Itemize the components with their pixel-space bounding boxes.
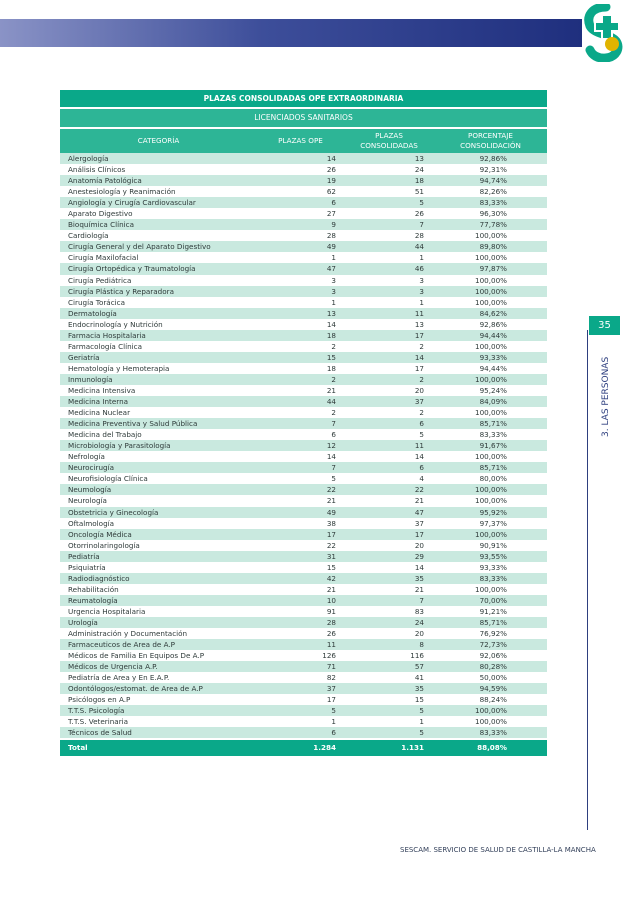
cell-plazas-ope: 2 xyxy=(331,341,336,351)
cell-porcentaje: 92,06% xyxy=(479,651,507,661)
cell-plazas-ope: 14 xyxy=(326,154,336,163)
cell-categoria: Farmacología Clínica xyxy=(68,341,143,351)
cell-porcentaje: 85,71% xyxy=(479,617,507,627)
cell-plazas-consolidadas: 2 xyxy=(419,374,424,384)
cell-plazas-consolidadas: 41 xyxy=(414,673,424,683)
table-row xyxy=(60,418,547,429)
cell-plazas-consolidadas: 1 xyxy=(419,717,424,727)
cell-plazas-consolidadas: 35 xyxy=(414,684,424,694)
cell-porcentaje: 85,71% xyxy=(479,463,507,473)
cell-plazas-consolidadas: 35 xyxy=(414,573,424,583)
cell-plazas-ope: 19 xyxy=(326,176,336,186)
cell-porcentaje: 100,00% xyxy=(475,286,507,296)
header-porcentaje-line2: CONSOLIDACIÓN xyxy=(460,141,521,150)
cell-categoria: Hematología y Hemoterapia xyxy=(68,363,170,373)
cell-plazas-ope: 15 xyxy=(326,562,336,572)
cell-plazas-ope: 22 xyxy=(326,540,336,550)
cell-plazas-ope: 17 xyxy=(326,529,336,539)
table-row xyxy=(60,551,547,562)
cell-porcentaje: 100,00% xyxy=(475,452,507,462)
cell-categoria: Otorrinolaringología xyxy=(68,540,140,550)
cell-plazas-consolidadas: 6 xyxy=(419,463,424,473)
header-plazas-consolidadas-line1: PLAZAS xyxy=(375,131,403,140)
cell-categoria: Dermatología xyxy=(68,308,117,318)
cell-porcentaje: 89,80% xyxy=(479,242,507,252)
cell-plazas-ope: 49 xyxy=(326,507,336,517)
cell-porcentaje: 100,00% xyxy=(475,374,507,384)
cell-plazas-ope: 82 xyxy=(326,673,336,683)
cell-plazas-consolidadas: 3 xyxy=(419,275,424,285)
cell-plazas-ope: 91 xyxy=(326,606,336,616)
table-row xyxy=(60,241,547,252)
table-row xyxy=(60,727,547,738)
cell-plazas-ope: 3 xyxy=(331,286,336,296)
cell-plazas-consolidadas: 5 xyxy=(419,430,424,440)
cell-plazas-consolidadas: 1 xyxy=(419,253,424,263)
table-row xyxy=(60,275,547,286)
table-row xyxy=(60,606,547,617)
cell-plazas-ope: 44 xyxy=(326,397,336,407)
cell-plazas-ope: 21 xyxy=(326,496,336,506)
cell-plazas-ope: 1 xyxy=(331,297,336,307)
table-row xyxy=(60,330,547,341)
total-porcentaje: 88,08% xyxy=(477,743,507,753)
cell-porcentaje: 100,00% xyxy=(475,706,507,716)
header-porcentaje-line1: PORCENTAJE xyxy=(468,131,513,140)
cell-plazas-ope: 31 xyxy=(326,551,336,561)
table-row xyxy=(60,628,547,639)
cell-categoria: Medicina del Trabajo xyxy=(68,430,142,440)
header-plazas-ope: PLAZAS OPE xyxy=(278,136,323,145)
table-row xyxy=(60,175,547,186)
cell-plazas-ope: 26 xyxy=(326,629,336,639)
table-row xyxy=(60,252,547,263)
cell-plazas-consolidadas: 24 xyxy=(414,165,424,175)
cell-porcentaje: 91,21% xyxy=(479,606,507,616)
cell-plazas-ope: 3 xyxy=(331,275,336,285)
cell-plazas-consolidadas: 46 xyxy=(414,264,424,274)
cell-plazas-ope: 7 xyxy=(331,419,336,429)
cell-plazas-consolidadas: 29 xyxy=(414,551,424,561)
cell-categoria: Nefrología xyxy=(68,452,105,462)
table-row xyxy=(60,440,547,451)
cell-plazas-consolidadas: 83 xyxy=(414,606,424,616)
cell-porcentaje: 94,44% xyxy=(479,363,507,373)
cell-categoria: Bioquímica Clínica xyxy=(68,220,135,230)
table-row xyxy=(60,319,547,330)
table-body xyxy=(60,153,547,738)
table-row xyxy=(60,661,547,672)
cell-plazas-ope: 1 xyxy=(331,717,336,727)
cell-categoria: Cirugía Torácica xyxy=(68,297,126,307)
cell-categoria: Cirugía Ortopédica y Traumatología xyxy=(68,264,196,274)
table-row xyxy=(60,573,547,584)
table-row xyxy=(60,297,547,308)
consolidated-places-table xyxy=(60,90,547,756)
cell-plazas-consolidadas: 18 xyxy=(414,176,424,186)
cell-plazas-ope: 7 xyxy=(331,463,336,473)
header-plazas-consolidadas-line2: CONSOLIDADAS xyxy=(360,141,418,150)
cell-plazas-ope: 2 xyxy=(331,408,336,418)
cell-plazas-ope: 9 xyxy=(331,220,336,230)
side-divider xyxy=(587,330,588,830)
cell-porcentaje: 100,00% xyxy=(475,231,507,241)
cell-porcentaje: 92,31% xyxy=(479,165,507,175)
cell-plazas-consolidadas: 21 xyxy=(414,584,424,594)
cell-plazas-consolidadas: 1 xyxy=(419,297,424,307)
cell-porcentaje: 97,87% xyxy=(479,264,507,274)
cell-plazas-ope: 38 xyxy=(326,518,336,528)
cell-plazas-ope: 10 xyxy=(326,595,336,605)
cell-porcentaje: 92,86% xyxy=(479,154,507,163)
cell-categoria: Oftalmología xyxy=(68,518,115,528)
cell-plazas-ope: 12 xyxy=(326,441,336,451)
table-row xyxy=(60,672,547,683)
table-row xyxy=(60,396,547,407)
cell-porcentaje: 50,00% xyxy=(479,673,507,683)
total-label: Total xyxy=(68,743,88,753)
table-row xyxy=(60,683,547,694)
table-row xyxy=(60,518,547,529)
cell-porcentaje: 96,30% xyxy=(479,209,507,219)
table-row xyxy=(60,595,547,606)
table-row xyxy=(60,484,547,495)
cell-porcentaje: 84,62% xyxy=(479,308,507,318)
cell-porcentaje: 92,86% xyxy=(479,319,507,329)
table-row xyxy=(60,562,547,573)
cell-plazas-consolidadas: 8 xyxy=(419,640,424,650)
cell-plazas-consolidadas: 20 xyxy=(414,629,424,639)
cell-plazas-ope: 71 xyxy=(326,662,336,672)
cell-plazas-consolidadas: 44 xyxy=(414,242,424,252)
cell-plazas-ope: 18 xyxy=(326,330,336,340)
cell-categoria: Cirugía General y del Aparato Digestivo xyxy=(68,242,211,252)
cell-plazas-ope: 37 xyxy=(326,684,336,694)
cell-categoria: Cardiología xyxy=(68,231,109,241)
table-row xyxy=(60,694,547,705)
cell-plazas-ope: 15 xyxy=(326,352,336,362)
total-plazas-consolidadas: 1.131 xyxy=(401,743,424,753)
cell-plazas-consolidadas: 11 xyxy=(414,441,424,451)
table-row xyxy=(60,584,547,595)
cell-plazas-ope: 27 xyxy=(326,209,336,219)
table-row xyxy=(60,507,547,518)
cell-plazas-ope: 14 xyxy=(326,319,336,329)
table-row xyxy=(60,462,547,473)
cell-categoria: Análisis Clínicos xyxy=(68,165,126,175)
table-header xyxy=(60,129,547,153)
cell-plazas-ope: 62 xyxy=(326,187,336,197)
cell-categoria: Microbiología y Parasitología xyxy=(68,441,171,451)
cell-plazas-consolidadas: 37 xyxy=(414,518,424,528)
cell-plazas-ope: 126 xyxy=(322,651,336,661)
cell-porcentaje: 83,33% xyxy=(479,430,507,440)
cell-categoria: Pediatría de Area y En E.A.P. xyxy=(68,673,170,683)
cell-categoria: Radiodiagnóstico xyxy=(68,573,130,583)
cell-categoria: Endocrinología y Nutrición xyxy=(68,319,163,329)
cell-categoria: Reumatología xyxy=(68,595,118,605)
cell-plazas-consolidadas: 26 xyxy=(414,209,424,219)
cell-categoria: Farmacia Hospitalaria xyxy=(68,330,146,340)
cell-plazas-consolidadas: 2 xyxy=(419,408,424,418)
table-row xyxy=(60,352,547,363)
cell-categoria: Urología xyxy=(68,617,98,627)
cell-plazas-ope: 22 xyxy=(326,485,336,495)
cell-porcentaje: 90,91% xyxy=(479,540,507,550)
table-row xyxy=(60,407,547,418)
cell-plazas-consolidadas: 14 xyxy=(414,352,424,362)
cell-plazas-consolidadas: 4 xyxy=(419,474,424,484)
cell-plazas-ope: 6 xyxy=(331,198,336,208)
cell-categoria: Alergología xyxy=(68,154,109,163)
cell-plazas-consolidadas: 51 xyxy=(414,187,424,197)
cell-porcentaje: 100,00% xyxy=(475,297,507,307)
cell-plazas-consolidadas: 20 xyxy=(414,540,424,550)
cell-porcentaje: 84,09% xyxy=(479,397,507,407)
cell-plazas-consolidadas: 13 xyxy=(414,319,424,329)
cell-plazas-ope: 42 xyxy=(326,573,336,583)
cell-categoria: Psiquiatría xyxy=(68,562,106,572)
table-row xyxy=(60,341,547,352)
cell-categoria: Geriatría xyxy=(68,352,100,362)
cell-porcentaje: 80,00% xyxy=(479,474,507,484)
table-row xyxy=(60,617,547,628)
cell-plazas-ope: 14 xyxy=(326,452,336,462)
cell-porcentaje: 95,24% xyxy=(479,385,507,395)
cell-plazas-consolidadas: 21 xyxy=(414,496,424,506)
cell-porcentaje: 100,00% xyxy=(475,496,507,506)
cell-porcentaje: 72,73% xyxy=(479,640,507,650)
cell-porcentaje: 88,24% xyxy=(479,695,507,705)
cell-porcentaje: 77,78% xyxy=(479,220,507,230)
header-porcentaje xyxy=(434,131,547,151)
cell-plazas-consolidadas: 22 xyxy=(414,485,424,495)
table-row xyxy=(60,540,547,551)
cell-porcentaje: 97,37% xyxy=(479,518,507,528)
table-row xyxy=(60,263,547,274)
cell-plazas-ope: 5 xyxy=(331,474,336,484)
cell-porcentaje: 100,00% xyxy=(475,408,507,418)
cell-plazas-consolidadas: 37 xyxy=(414,397,424,407)
cell-plazas-consolidadas: 5 xyxy=(419,706,424,716)
cell-plazas-consolidadas: 5 xyxy=(419,198,424,208)
cell-porcentaje: 83,33% xyxy=(479,198,507,208)
cell-plazas-consolidadas: 11 xyxy=(414,308,424,318)
cell-plazas-consolidadas: 17 xyxy=(414,363,424,373)
cell-plazas-consolidadas: 13 xyxy=(414,154,424,163)
cell-categoria: Cirugía Plástica y Reparadora xyxy=(68,286,174,296)
cell-porcentaje: 100,00% xyxy=(475,485,507,495)
cell-plazas-ope: 28 xyxy=(326,231,336,241)
cell-categoria: Medicina Intensiva xyxy=(68,385,136,395)
cell-categoria: Urgencia Hospitalaria xyxy=(68,606,146,616)
table-row xyxy=(60,385,547,396)
cell-categoria: Inmunología xyxy=(68,374,113,384)
cell-porcentaje: 100,00% xyxy=(475,529,507,539)
cell-plazas-consolidadas: 7 xyxy=(419,595,424,605)
cell-categoria: Aparato Digestivo xyxy=(68,209,133,219)
cell-plazas-ope: 17 xyxy=(326,695,336,705)
cell-categoria: Medicina Interna xyxy=(68,397,129,407)
section-label: 3. LAS PERSONAS xyxy=(601,356,611,437)
cell-categoria: Médicos de Urgencia A.P. xyxy=(68,662,158,672)
header-bar xyxy=(0,19,582,47)
cell-categoria: Farmaceuticos de Area de A.P xyxy=(68,640,176,650)
cell-plazas-ope: 18 xyxy=(326,363,336,373)
cell-porcentaje: 83,33% xyxy=(479,728,507,738)
table-subtitle: LICENCIADOS SANITARIOS xyxy=(60,109,547,129)
cell-plazas-ope: 2 xyxy=(331,374,336,384)
footer-text: SESCAM. SERVICIO DE SALUD DE CASTILLA-LA MANCHA xyxy=(400,846,596,854)
table-row xyxy=(60,429,547,440)
cell-categoria: Médicos de Familia En Equipos De A.P xyxy=(68,651,205,661)
cell-plazas-ope: 6 xyxy=(331,430,336,440)
cell-plazas-consolidadas: 2 xyxy=(419,341,424,351)
cell-plazas-consolidadas: 14 xyxy=(414,562,424,572)
table-row xyxy=(60,219,547,230)
cell-categoria: Neumología xyxy=(68,485,112,495)
cell-plazas-ope: 28 xyxy=(326,617,336,627)
cell-categoria: Neurofisiología Clínica xyxy=(68,474,148,484)
table-row xyxy=(60,308,547,319)
cell-categoria: T.T.S. Psicología xyxy=(68,706,125,716)
cell-plazas-consolidadas: 116 xyxy=(410,651,424,661)
page-number: 35 xyxy=(589,316,620,335)
table-row xyxy=(60,208,547,219)
header-plazas-consolidadas xyxy=(344,131,434,151)
cell-categoria: Angiología y Cirugía Cardiovascular xyxy=(68,198,196,208)
cell-plazas-consolidadas: 20 xyxy=(414,385,424,395)
cell-categoria: Medicina Nuclear xyxy=(68,408,131,418)
total-plazas-ope: 1.284 xyxy=(313,743,336,753)
cell-plazas-ope: 11 xyxy=(326,640,336,650)
table-row xyxy=(60,374,547,385)
cell-categoria: Cirugía Pediátrica xyxy=(68,275,132,285)
cell-porcentaje: 91,67% xyxy=(479,441,507,451)
cell-plazas-consolidadas: 17 xyxy=(414,330,424,340)
cell-porcentaje: 83,33% xyxy=(479,573,507,583)
cell-categoria: Administración y Documentación xyxy=(68,629,188,639)
cell-porcentaje: 82,26% xyxy=(479,187,507,197)
cell-plazas-ope: 49 xyxy=(326,242,336,252)
cell-plazas-consolidadas: 17 xyxy=(414,529,424,539)
cell-plazas-consolidadas: 24 xyxy=(414,617,424,627)
cell-porcentaje: 85,71% xyxy=(479,419,507,429)
cell-plazas-consolidadas: 6 xyxy=(419,419,424,429)
cell-porcentaje: 95,92% xyxy=(479,507,507,517)
cell-porcentaje: 94,74% xyxy=(479,176,507,186)
table-row xyxy=(60,363,547,374)
table-title: PLAZAS CONSOLIDADAS OPE EXTRAORDINARIA xyxy=(60,90,547,109)
cell-porcentaje: 100,00% xyxy=(475,584,507,594)
cell-categoria: Anestesiología y Reanimación xyxy=(68,187,176,197)
cell-categoria: Anatomía Patológica xyxy=(68,176,142,186)
cell-categoria: Técnicos de Salud xyxy=(68,728,132,738)
cell-plazas-consolidadas: 28 xyxy=(414,231,424,241)
cell-porcentaje: 100,00% xyxy=(475,275,507,285)
cell-plazas-consolidadas: 47 xyxy=(414,507,424,517)
cell-porcentaje: 94,59% xyxy=(479,684,507,694)
cell-plazas-consolidadas: 3 xyxy=(419,286,424,296)
cell-categoria: Psicólogos en A.P xyxy=(68,695,131,705)
table-row xyxy=(60,705,547,716)
cell-categoria: Odontólogos/estomat. de Area de A.P xyxy=(68,684,203,694)
table-row xyxy=(60,197,547,208)
cell-porcentaje: 93,55% xyxy=(479,551,507,561)
table-row xyxy=(60,650,547,661)
table-row xyxy=(60,230,547,241)
cell-plazas-ope: 13 xyxy=(326,308,336,318)
cell-plazas-consolidadas: 14 xyxy=(414,452,424,462)
cell-categoria: Rehabilitación xyxy=(68,584,119,594)
cell-plazas-ope: 21 xyxy=(326,584,336,594)
cell-porcentaje: 80,28% xyxy=(479,662,507,672)
cell-plazas-ope: 1 xyxy=(331,253,336,263)
table-row xyxy=(60,164,547,175)
cell-categoria: Obstetricia y Ginecología xyxy=(68,507,159,517)
cell-categoria: Cirugía Maxilofacial xyxy=(68,253,139,263)
table-row xyxy=(60,186,547,197)
table-row xyxy=(60,286,547,297)
cell-categoria: Medicina Preventiva y Salud Pública xyxy=(68,419,198,429)
cell-categoria: Neurocirugía xyxy=(68,463,114,473)
cell-porcentaje: 94,44% xyxy=(479,330,507,340)
table-row xyxy=(60,473,547,484)
table-row xyxy=(60,529,547,540)
table-row xyxy=(60,451,547,462)
cell-plazas-ope: 5 xyxy=(331,706,336,716)
cell-porcentaje: 70,00% xyxy=(479,595,507,605)
header-categoria: CATEGORÍA xyxy=(137,136,180,145)
cell-categoria: Pediatría xyxy=(68,551,100,561)
cell-plazas-consolidadas: 57 xyxy=(414,662,424,672)
cell-categoria: Oncología Médica xyxy=(68,529,132,539)
table-row xyxy=(60,153,547,164)
table-total-row xyxy=(60,740,547,756)
table-row xyxy=(60,716,547,727)
cell-plazas-consolidadas: 7 xyxy=(419,220,424,230)
cell-porcentaje: 100,00% xyxy=(475,253,507,263)
cell-categoria: T.T.S. Veterinaria xyxy=(68,717,129,727)
cell-plazas-ope: 6 xyxy=(331,728,336,738)
cell-porcentaje: 93,33% xyxy=(479,352,507,362)
cell-plazas-consolidadas: 15 xyxy=(414,695,424,705)
cell-porcentaje: 100,00% xyxy=(475,717,507,727)
cell-plazas-ope: 47 xyxy=(326,264,336,274)
cell-porcentaje: 76,92% xyxy=(479,629,507,639)
cell-plazas-ope: 21 xyxy=(326,385,336,395)
medical-cross-icon xyxy=(580,4,632,62)
cell-plazas-ope: 26 xyxy=(326,165,336,175)
cell-plazas-consolidadas: 5 xyxy=(419,728,424,738)
table-row xyxy=(60,639,547,650)
cell-categoria: Neurología xyxy=(68,496,107,506)
cell-porcentaje: 93,33% xyxy=(479,562,507,572)
cell-porcentaje: 100,00% xyxy=(475,341,507,351)
table-row xyxy=(60,495,547,506)
